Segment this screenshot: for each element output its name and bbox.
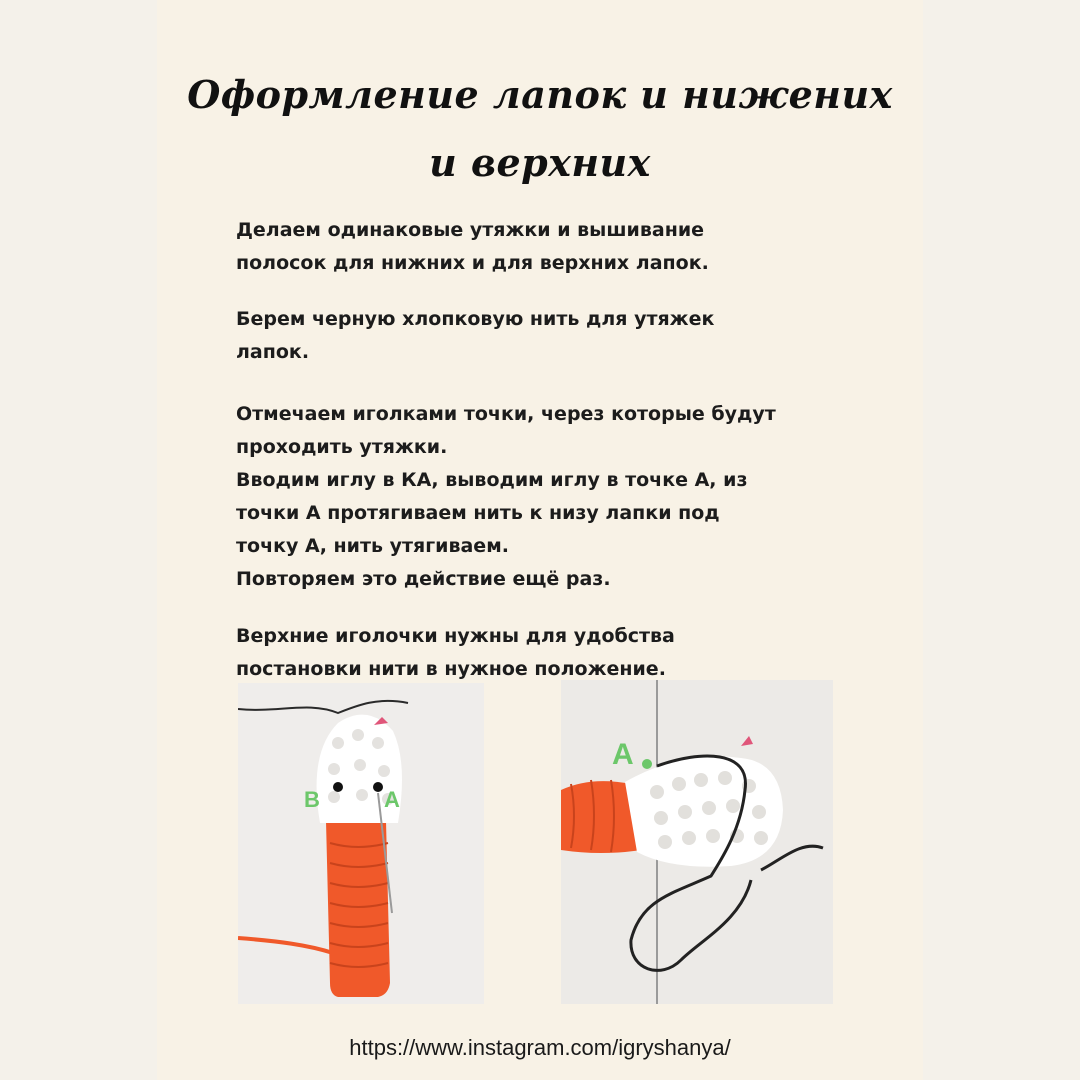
paragraph-line: проходить утяжки. [236, 436, 448, 458]
page-title-line-1: Оформление лапок и нижених [187, 72, 893, 117]
paragraph-line: точку А, нить утягиваем. [236, 535, 509, 557]
photo-leg-side [561, 680, 833, 1004]
point-label-a-side: A [612, 738, 634, 771]
paragraph-line: точки А протягиваем нить к низу лапки под [236, 502, 720, 524]
point-label-a: A [384, 787, 400, 812]
photo-leg-front [238, 683, 484, 1004]
paragraph-line: Делаем одинаковые утяжки и вышивание [236, 219, 705, 241]
paragraph-4 [236, 620, 876, 686]
paragraph-3 [236, 398, 876, 596]
paragraph-line: Отмечаем иголками точки, через которые будут [236, 403, 776, 425]
paragraph-line: Повторяем это действие ещё раз. [236, 568, 611, 590]
paragraph-line: лапок. [236, 341, 310, 363]
paragraph-line: Верхние иголочки нужны для удобства [236, 625, 675, 647]
page-title-line-2: и верхних [429, 140, 651, 185]
paragraph-1 [236, 214, 876, 280]
paragraph-line: Вводим иглу в КА, выводим иглу в точке А, из [236, 469, 748, 491]
paragraph-2 [236, 303, 876, 369]
footer-url[interactable]: https://www.instagram.com/igryshanya/ [349, 1035, 731, 1060]
crochet-leg-illustration [238, 683, 484, 1004]
paragraph-line: постановки нити в нужное положение. [236, 658, 666, 680]
paragraph-line: полосок для нижних и для верхних лапок. [236, 252, 709, 274]
point-label-b: B [304, 787, 320, 812]
crochet-leg-side-illustration [561, 680, 833, 1004]
paragraph-line: Берем черную хлопковую нить для утяжек [236, 308, 715, 330]
